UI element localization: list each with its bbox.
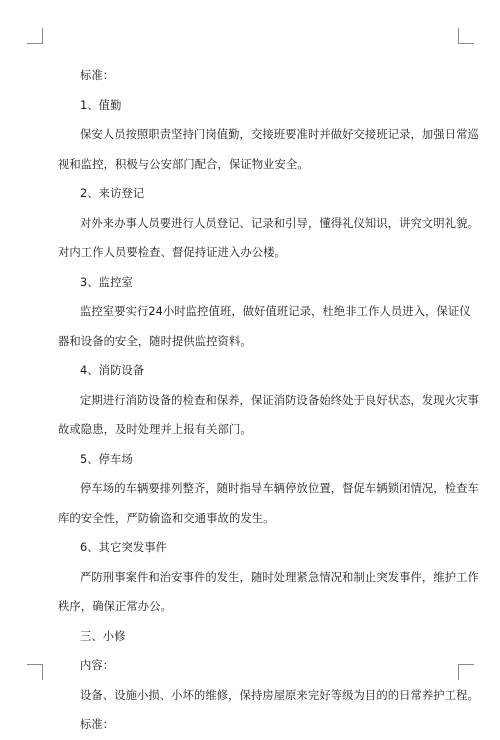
section-heading: 2、来访登记 bbox=[80, 187, 145, 200]
section-heading: 3、监控室 bbox=[80, 275, 133, 289]
text-line: 故或隐患，及时处理并上报有关部门。 bbox=[58, 423, 252, 436]
text-line: 对外来办事人员要进行人员登记、记录和引导，懂得礼仪知识，讲究文明礼貌。 bbox=[80, 216, 479, 230]
text-line: 设备、设施小损、小坏的维修，保持房屋原来完好等级为目的的日常养护工程。 bbox=[80, 688, 479, 702]
crop-mark-bottom-left bbox=[27, 664, 43, 680]
text-line: 定期进行消防设备的检查和保养，保证消防设备始终处于良好状态，发现火灾事 bbox=[80, 393, 479, 407]
crop-mark-bottom-right bbox=[458, 664, 474, 680]
text-line: 保安人员按照职责坚持门岗值勤，交接班要准时并做好交接班记录，加强日常巡 bbox=[80, 128, 479, 141]
crop-mark-top-left bbox=[27, 28, 43, 44]
text-line: 库的安全性，严防偷盗和交通事故的发生。 bbox=[58, 511, 275, 525]
text-line: 停车场的车辆要排列整齐，随时指导车辆停放位置，督促车辆锁闭情况，检查车 bbox=[80, 482, 479, 495]
section-heading: 4、消防设备 bbox=[80, 364, 145, 377]
text-line: 视和监控，积极与公安部门配合，保证物业安全。 bbox=[58, 157, 309, 171]
text-line: 器和设备的安全，随时提供监控资料。 bbox=[58, 334, 252, 348]
text-line: 监控室要实行24小时监控值班，做好值班记录，杜绝非工作人员进入，保证仪 bbox=[80, 305, 471, 318]
text-line: 严防刑事案件和治安事件的发生，随时处理紧急情况和制止突发事件，维护工作 bbox=[80, 570, 479, 584]
text-line: 对内工作人员要检查、督促持证进入办公楼。 bbox=[58, 246, 286, 259]
text-line: 秩序，确保正常办公。 bbox=[58, 600, 172, 613]
crop-mark-top-right bbox=[458, 28, 474, 44]
section-heading: 三、小修 bbox=[80, 629, 126, 643]
section-heading: 5、停车场 bbox=[80, 452, 133, 466]
section-heading: 6、其它突发事件 bbox=[80, 541, 168, 554]
text-line: 标准： bbox=[80, 69, 115, 82]
document-body bbox=[58, 61, 479, 740]
text-line: 标准： bbox=[80, 718, 115, 731]
text-line: 内容： bbox=[80, 659, 115, 672]
section-heading: 1、值勤 bbox=[80, 98, 122, 112]
